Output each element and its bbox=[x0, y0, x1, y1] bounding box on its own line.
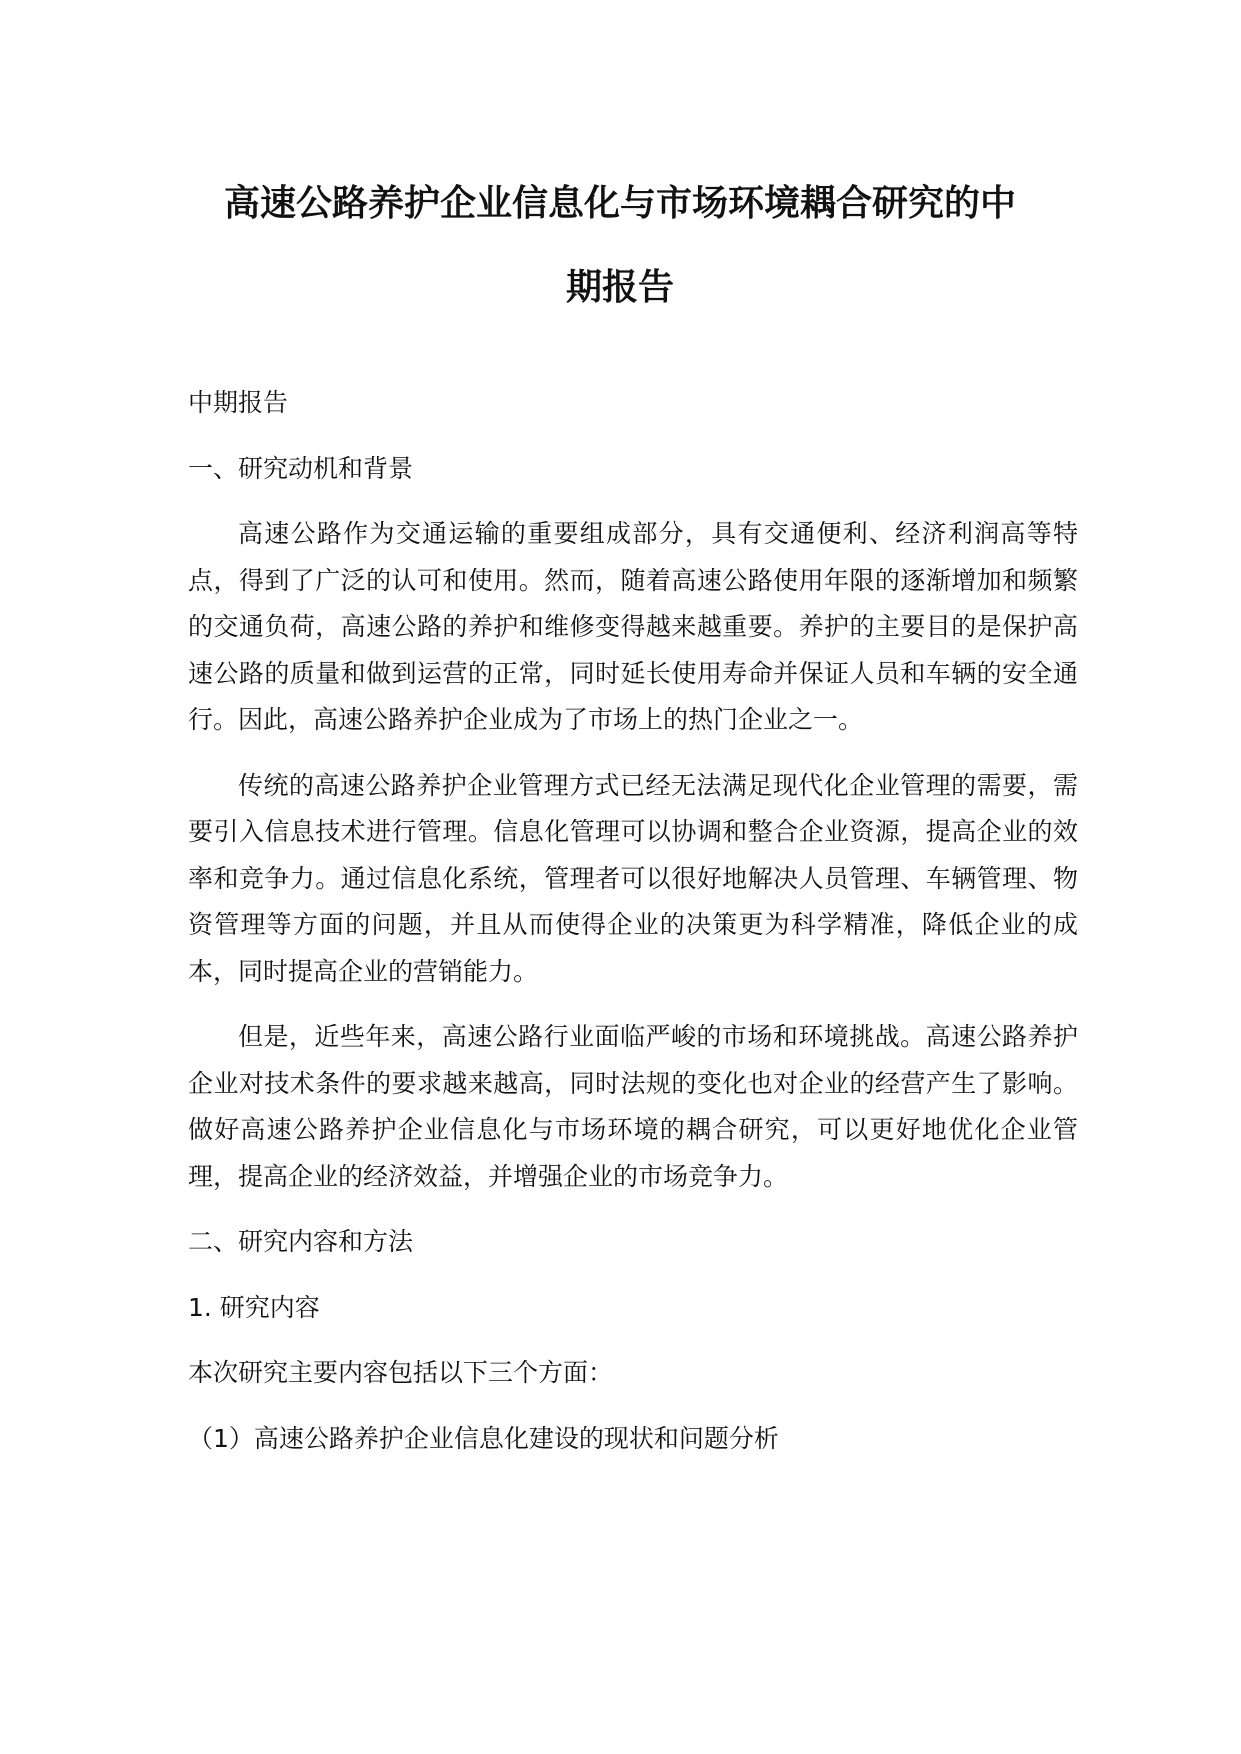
section-2-heading: 二、研究内容和方法 bbox=[188, 1227, 414, 1256]
report-label: 中期报告 bbox=[188, 388, 289, 417]
document-title-line-1: 高速公路养护企业信息化与市场环境耦合研究的中 bbox=[223, 183, 1016, 224]
paragraph-1: 高速公路作为交通运输的重要组成部分，具有交通便利、经济利润高等特点，得到了广泛的认可和使用。然而，随着高速公路使用年限的逐渐增加和频繁的交通负荷，高速公路的养护和维修变得越来越重要。养护的主要目的是保护高速公路的质量和做到运营的正常，同时延长使用寿命并保证人员和车辆的安全通行。因此，高速公路养护企业成为了市场上的热门企业之一。 bbox=[188, 519, 1078, 734]
section-1-heading: 一、研究动机和背景 bbox=[188, 453, 414, 483]
subsection-1-heading: 1. 研究内容 bbox=[188, 1292, 320, 1322]
document-body bbox=[188, 380, 1078, 1481]
paragraph-3: 但是，近些年来，高速公路行业面临严峻的市场和环境挑战。高速公路养护企业对技术条件的要求越来越高，同时法规的变化也对企业的经营产生了影响。做好高速公路养护企业信息化与市场环境的耦合研究，可以更好地优化企业管理，提高企业的经济效益，并增强企业的市场竞争力。 bbox=[188, 1022, 1078, 1191]
paragraph-2: 传统的高速公路养护企业管理方式已经无法满足现代化企业管理的需要，需要引入信息技术进行管理。信息化管理可以协调和整合企业资源，提高企业的效率和竞争力。通过信息化系统，管理者可以很好地解决人员管理、车辆管理、物资管理等方面的问题，并且从而使得企业的决策更为科学精准，降低企业的成本，同时提高企业的营销能力。 bbox=[188, 770, 1078, 986]
list-item-1: （1）高速公路养护企业信息化建设的现状和问题分析 bbox=[188, 1423, 779, 1453]
content-intro: 本次研究主要内容包括以下三个方面： bbox=[188, 1358, 614, 1387]
document-title-line-2: 期报告 bbox=[565, 267, 674, 308]
